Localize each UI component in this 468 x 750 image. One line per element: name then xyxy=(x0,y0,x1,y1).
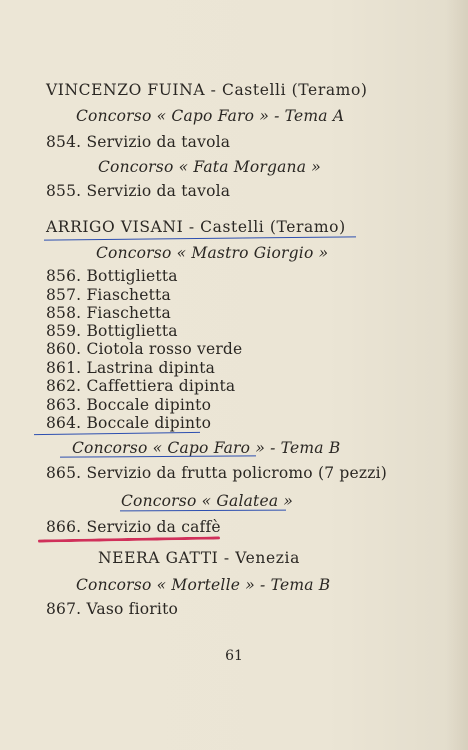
contest-heading: Concorso « Mortelle » - Tema B xyxy=(76,576,331,594)
item-number: 862. xyxy=(46,377,82,395)
item-title: Caffettiera dipinta xyxy=(86,377,236,395)
author-heading: VINCENZO FUINA - Castelli (Teramo) xyxy=(46,81,368,99)
contest-heading: Concorso « Fata Morgana » xyxy=(98,158,321,176)
item-title: Fiaschetta xyxy=(86,304,171,322)
item-title: Boccale dipinto xyxy=(86,414,212,432)
catalog-item xyxy=(46,358,215,378)
item-title: Vaso fiorito xyxy=(86,600,179,618)
author-heading: ARRIGO VISANI - Castelli (Teramo) xyxy=(46,218,346,236)
item-number: 859. xyxy=(46,322,82,340)
item-number: 854. xyxy=(46,133,82,151)
catalog-item xyxy=(46,321,178,341)
catalog-item xyxy=(46,517,221,537)
item-title: Bottiglietta xyxy=(86,322,178,340)
author-heading: NEERA GATTI - Venezia xyxy=(98,549,300,567)
catalog-item xyxy=(46,395,211,415)
catalog-item xyxy=(46,413,211,433)
item-number: 861. xyxy=(46,359,82,377)
blue-pen-underline xyxy=(44,236,356,240)
item-title: Servizio da frutta policromo (7 pezzi) xyxy=(86,464,388,482)
contest-heading: Concorso « Mastro Giorgio » xyxy=(96,244,329,262)
item-number: 863. xyxy=(46,396,82,414)
item-title: Servizio da tavola xyxy=(86,182,231,200)
item-title: Servizio da tavola xyxy=(86,133,231,151)
catalog-item xyxy=(46,463,387,483)
item-title: Servizio da caffè xyxy=(86,518,221,536)
contest-heading: Concorso « Capo Faro » - Tema B xyxy=(72,439,341,457)
catalog-item xyxy=(46,376,235,396)
catalog-item xyxy=(46,181,230,201)
item-number: 855. xyxy=(46,182,82,200)
catalog-item xyxy=(46,599,178,619)
item-number: 858. xyxy=(46,304,82,322)
red-pen-underline xyxy=(38,536,220,542)
item-title: Boccale dipinto xyxy=(86,396,212,414)
contest-heading: Concorso « Galatea » xyxy=(121,492,294,510)
item-title: Lastrina dipinta xyxy=(86,359,216,377)
catalog-item xyxy=(46,285,171,305)
catalog-item xyxy=(46,339,242,359)
item-title: Fiaschetta xyxy=(86,286,171,304)
blue-pen-underline xyxy=(120,510,286,512)
item-number: 856. xyxy=(46,267,82,285)
item-number: 860. xyxy=(46,340,82,358)
item-number: 864. xyxy=(46,414,82,432)
catalog-item xyxy=(46,132,230,152)
catalog-item xyxy=(46,303,171,323)
item-title: Bottiglietta xyxy=(86,267,178,285)
item-number: 867. xyxy=(46,600,82,618)
item-title: Ciotola rosso verde xyxy=(86,340,243,358)
item-number: 866. xyxy=(46,518,82,536)
contest-heading: Concorso « Capo Faro » - Tema A xyxy=(76,107,345,125)
item-number: 865. xyxy=(46,464,82,482)
item-number: 857. xyxy=(46,286,82,304)
catalog-item xyxy=(46,266,178,286)
page-edge-shadow xyxy=(446,0,468,750)
page-number: 61 xyxy=(225,648,243,664)
